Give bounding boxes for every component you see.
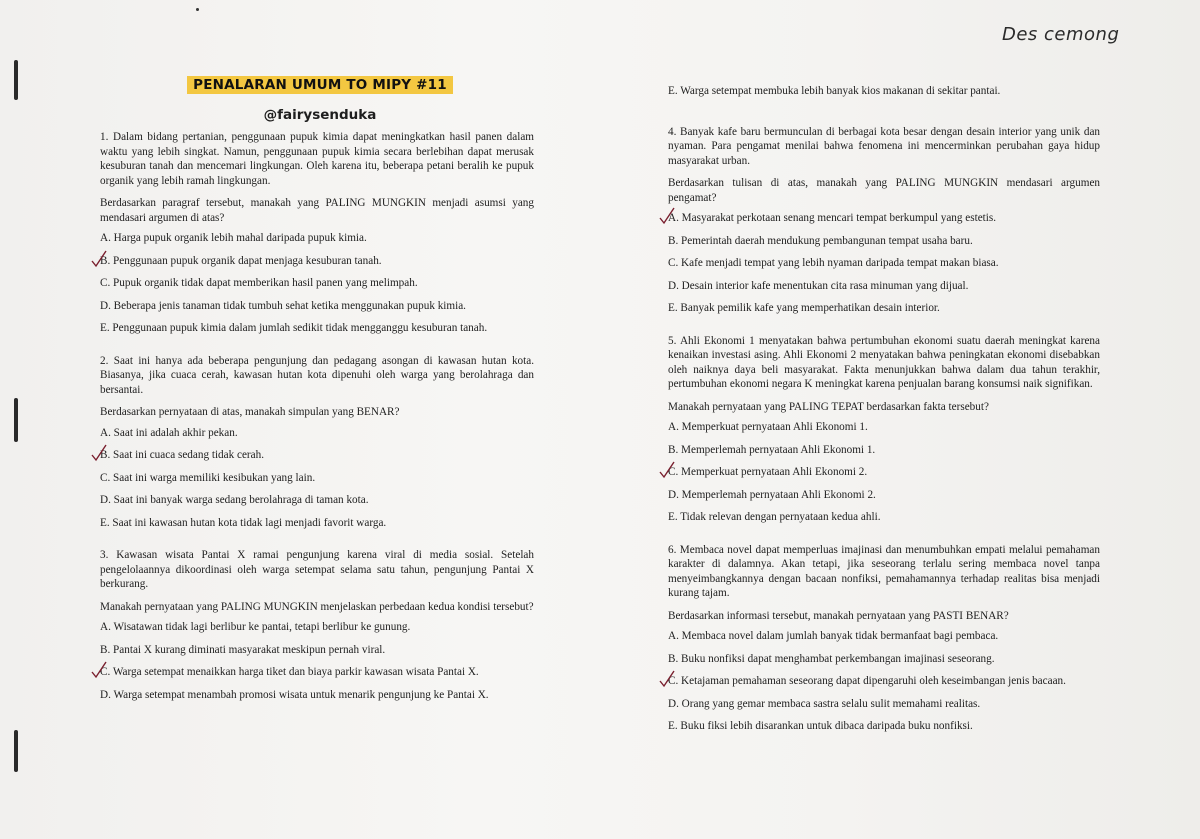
question-prompt: Manakah pernyataan yang PALING MUNGKIN menjelaskan perbedaan kedua kondisi tersebut? (100, 600, 534, 613)
question-prompt: Berdasarkan pernyataan di atas, manakah simpulan yang BENAR? (100, 406, 400, 418)
option-c[interactable]: C. Pupuk organik tidak dapat memberikan hasil panen yang melimpah. (100, 277, 418, 289)
option-d[interactable]: D. Desain interior kafe menentukan cita rasa minuman yang dijual. (668, 279, 969, 292)
option-d[interactable]: D. Beberapa jenis tanaman tidak tumbuh sehat ketika menggunakan pupuk kimia. (100, 299, 466, 312)
option-text: C. Ketajaman pemahaman seseorang dapat dipengaruhi oleh keseimbangan jenis bacaan. (668, 675, 1066, 687)
option-c[interactable]: C. Kafe menjadi tempat yang lebih nyaman daripada tempat makan biasa. (668, 257, 999, 269)
right-column (668, 84, 1100, 742)
page-title: PENALARAN UMUM TO MIPY #11 (187, 76, 453, 94)
question-text: 3. Kawasan wisata Pantai X ramai pengunjung karena viral di media sosial. Setelah pengelolaannya dikoordinasi oleh warga setempat selama satu tahun, pengunjung Pantai X berkurang. (100, 549, 534, 590)
option-text: C. Warga setempat menaikkan harga tiket dan biaya parkir kawasan wisata Pantai X. (100, 666, 479, 678)
ink-dot (196, 8, 199, 11)
option-b[interactable]: B. Pantai X kurang diminati masyarakat meskipun pernah viral. (100, 643, 386, 656)
handwritten-signature: Des cemong (1002, 24, 1120, 45)
binding-mark (14, 730, 18, 772)
question-prompt: Manakah pernyataan yang PALING TEPAT berdasarkan fakta tersebut? (668, 400, 989, 413)
option-c[interactable]: C. Saat ini warga memiliki kesibukan yang lain. (100, 471, 316, 484)
question-1 (100, 130, 534, 336)
option-list (100, 426, 534, 531)
option-b[interactable]: B. Memperlemah pernyataan Ahli Ekonomi 1. (668, 443, 876, 456)
question-3 (100, 548, 534, 702)
option-d[interactable]: D. Memperlemah pernyataan Ahli Ekonomi 2. (668, 488, 876, 501)
option-c[interactable] (668, 465, 1100, 480)
option-c[interactable] (100, 665, 534, 680)
option-b[interactable] (100, 254, 534, 269)
option-a[interactable]: A. Memperkuat pernyataan Ahli Ekonomi 1. (668, 421, 868, 433)
question-4 (668, 125, 1100, 316)
question-text: 4. Banyak kafe baru bermunculan di berbagai kota besar dengan desain interior yang unik dan nyaman. Para pengamat menilai bahwa fenomena ini mencerminkan perubahan gaya hidup masyarakat urban. (668, 125, 1100, 167)
option-e[interactable]: E. Banyak pemilik kafe yang memperhatikan desain interior. (668, 302, 940, 314)
left-column (100, 76, 534, 710)
option-list (668, 420, 1100, 525)
option-text: B. Penggunaan pupuk organik dapat menjaga kesuburan tanah. (100, 254, 382, 267)
question-prompt: Berdasarkan tulisan di atas, manakah yang PALING MUNGKIN mendasari argumen pengamat? (668, 177, 1100, 204)
option-b[interactable]: B. Pemerintah daerah mendukung pembangunan tempat usaha baru. (668, 234, 973, 247)
option-b[interactable]: B. Buku nonfiksi dapat menghambat perkembangan imajinasi seseorang. (668, 652, 995, 665)
option-text: A. Masyarakat perkotaan senang mencari tempat berkumpul yang estetis. (668, 212, 997, 224)
title-wrap (106, 76, 534, 94)
option-list (668, 629, 1100, 734)
option-a[interactable]: A. Wisatawan tidak lagi berlibur ke pantai, tetapi berlibur ke gunung. (100, 621, 411, 633)
option-e[interactable]: E. Buku fiksi lebih disarankan untuk dibaca daripada buku nonfiksi. (668, 720, 973, 732)
option-d[interactable]: D. Saat ini banyak warga sedang berolahraga di taman kota. (100, 494, 369, 506)
option-list (668, 211, 1100, 316)
question-2 (100, 354, 534, 531)
option-b[interactable] (100, 448, 534, 463)
option-d[interactable]: D. Warga setempat menambah promosi wisata untuk menarik pengunjung ke Pantai X. (100, 688, 489, 701)
binding-mark (14, 60, 18, 100)
binding-mark (14, 398, 18, 442)
option-c[interactable] (668, 674, 1100, 689)
option-a[interactable]: A. Saat ini adalah akhir pekan. (100, 426, 238, 439)
option-e[interactable]: E. Saat ini kawasan hutan kota tidak lagi menjadi favorit warga. (100, 516, 387, 529)
question-text: 5. Ahli Ekonomi 1 menyatakan bahwa pertumbuhan ekonomi suatu daerah meningkat karena kenaikan investasi asing. Ahli Ekonomi 2 menyatakan bahwa peningkatan ekonomi disebabkan oleh naiknya daya beli masyarakat. Fakta menunjukkan bahwa dalam dua tahun terakhir, pertumbuhan ekonomi negara K meningkat karena penjualan barang konsumsi naik signifikan. (668, 334, 1100, 390)
question-5 (668, 334, 1100, 525)
option-list (100, 620, 534, 702)
author-handle: @fairysenduka (263, 106, 377, 123)
question-text: 1. Dalam bidang pertanian, penggunaan pupuk kimia dapat meningkatkan hasil panen dalam waktu yang lebih singkat. Namun, penggunaan pupuk kimia secara berlebihan dapat merusak kesuburan tanah dan mencemari lingkungan. Oleh karena itu, beberapa petani beralih ke pupuk organik yang lebih ramah lingkungan. (100, 131, 534, 187)
option-text: B. Saat ini cuaca sedang tidak cerah. (100, 449, 265, 461)
question-prompt: Berdasarkan informasi tersebut, manakah pernyataan yang PASTI BENAR? (668, 609, 1009, 622)
option-d[interactable]: D. Orang yang gemar membaca sastra selalu sulit memahami realitas. (668, 697, 981, 710)
option-a[interactable]: A. Membaca novel dalam jumlah banyak tidak bermanfaat bagi pembaca. (668, 630, 999, 642)
question-prompt: Berdasarkan paragraf tersebut, manakah yang PALING MUNGKIN menjadi asumsi yang mendasari argumen di atas? (100, 197, 534, 224)
option-a[interactable]: A. Harga pupuk organik lebih mahal daripada pupuk kimia. (100, 232, 367, 244)
option-a[interactable] (668, 211, 1100, 226)
question-text: 2. Saat ini hanya ada beberapa pengunjung dan pedagang asongan di kawasan hutan kota. Biasanya, jika cuaca cerah, kawasan hutan kota dipenuhi oleh warga yang berolahraga dan bersantai. (100, 354, 534, 396)
question-text: 6. Membaca novel dapat memperluas imajinasi dan menumbuhkan empati melalui pemahaman karakter di dalamnya. Akan tetapi, jika seseorang terlalu sering membaca novel tanpa menyeimbangkannya dengan bacaan nonfiksi, pemahamannya terhadap realitas bisa menjadi kurang tajam. (668, 543, 1100, 599)
option-e[interactable]: E. Tidak relevan dengan pernyataan kedua ahli. (668, 511, 881, 523)
option-list (100, 231, 534, 336)
option-e[interactable]: E. Warga setempat membuka lebih banyak kios makanan di sekitar pantai. (668, 85, 1001, 97)
option-e[interactable]: E. Penggunaan pupuk kimia dalam jumlah sedikit tidak mengganggu kesuburan tanah. (100, 322, 488, 334)
question-6 (668, 543, 1100, 734)
option-text: C. Memperkuat pernyataan Ahli Ekonomi 2. (668, 466, 868, 478)
